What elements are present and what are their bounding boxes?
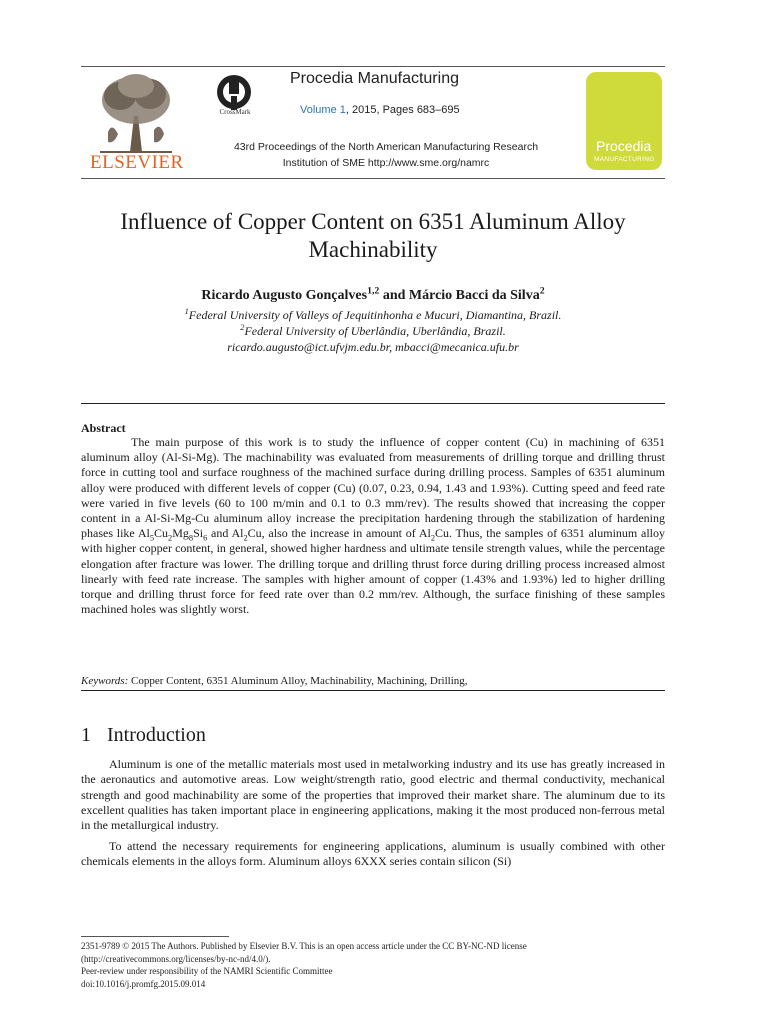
elsevier-tree-logo (90, 72, 180, 154)
affiliation-2-text: Federal University of Uberlândia, Uberlândia, Brazil. (244, 324, 506, 338)
affiliation-2 (81, 323, 665, 339)
volume-line (300, 104, 460, 116)
abstract-body (81, 435, 665, 617)
abstract-part-2: and (207, 526, 232, 541)
author-2-affil: 2 (539, 285, 545, 297)
keywords-list: Copper Content, 6351 Aluminum Alloy, Machinability, Machining, Drilling, (128, 675, 468, 687)
paper-title (81, 208, 665, 264)
title-line-2: Machinability (308, 237, 438, 262)
affiliation-1-text: Federal University of Valleys of Jequitinhonha e Mucuri, Diamantina, Brazil. (188, 308, 562, 322)
author-emails[interactable]: ricardo.augusto@ict.ufvjm.edu.br, mbacci@mecanica.ufu.br (227, 340, 519, 354)
section-number: 1 (81, 724, 91, 746)
footer-license: 2351-9789 © 2015 The Authors. Published by Elsevier B.V. This is an open access article under the CC BY-NC-ND license (81, 941, 527, 951)
footer-doi[interactable]: doi:10.1016/j.promfg.2015.09.014 (81, 978, 206, 989)
proceedings-line-1: 43rd Proceedings of the North American Manufacturing Research (233, 141, 539, 153)
formula-al2cu-2: $Al_2Cu$ (418, 526, 450, 543)
crossmark-label: CrossMark (219, 108, 251, 116)
abstract-part-1: The main purpose of this work is to study the influence of copper content (Cu) in machining of 6351 aluminum alloy (Al-Si-Mg). The machinability was evaluated from measurements of drilling torque and drilling thrust force in cutting tool and surface roughness of the machined surface during drilling process. Samples of 6351 aluminum alloy were produced with different levels of copper (Cu) (0.07, 0.23, 0.94, 1.43 and 1.93%). Cutting speed and feed rate were varied in five levels (60 to 100 m/min and 0.1 to 0.3 mm/rev). The results showed that increasing the copper content in a Al-Si-Mg-Cu aluminum alloy increase the precipitation hardening through the stabilization of hardening phases like (81, 435, 665, 541)
author-list (81, 285, 665, 304)
footer-license-url[interactable]: (http://creativecommons.org/licenses/by-nc-nd/4.0/). (81, 953, 271, 964)
header-top-rule (81, 66, 665, 67)
author-1: Ricardo Augusto Gonçalves (201, 288, 368, 303)
author-2: Márcio Bacci da Silva (408, 288, 540, 303)
abstract-top-rule (81, 403, 665, 404)
procedia-logo-word: Procedia (596, 138, 652, 154)
keywords-label: Keywords: (81, 675, 129, 687)
abstract-bottom-rule (81, 690, 665, 691)
formula-al5cu2mg8si6: $Al_5Cu_2Mg_8Si_6$ (137, 526, 208, 543)
journal-name: Procedia Manufacturing (290, 70, 459, 87)
proceedings-line-2: Institution of SME http://www.sme.org/namrc (282, 157, 490, 169)
copyright-footer (81, 940, 665, 990)
elsevier-wordmark: ELSEVIER (90, 152, 184, 173)
section-title: Introduction (107, 724, 206, 746)
abstract-heading: Abstract (81, 421, 126, 435)
procedia-logo-sub: MANUFACTURING (594, 156, 655, 163)
intro-paragraph-1: Aluminum is one of the metallic materials most used in metalworking industry and its use has greatly increased in the aeronautics and automotive areas. Low weight/strength ratio, good electric and thermal conductivity, mechanical strength and good machinability are some of the properties that improved their market share. The aluminum due to its excellent qualities has taken important place in engineering applications, making it the most produced non-ferrous metal in the metallurgical industry. (81, 757, 665, 833)
volume-link[interactable]: Volume 1 (300, 104, 346, 116)
footer-peer-review: Peer-review under responsibility of the NAMRI Scientific Committee (81, 966, 333, 977)
author-1-affil: 1,2 (367, 285, 380, 297)
intro-paragraph-2: To attend the necessary requirements for engineering applications, aluminum is usually combined with other chemicals elements in the alloys form. Aluminum alloys 6XXX series contain silicon (Si) (81, 839, 665, 869)
formula-al2cu-1: $Al_2Cu$ (231, 526, 262, 543)
volume-pages: , 2015, Pages 683–695 (345, 104, 460, 116)
footer-rule (81, 936, 229, 937)
title-line-1: Influence of Copper Content on 6351 Aluminum Alloy (120, 209, 626, 234)
abstract-part-4: . Thus, the samples of 6351 aluminum alloy with higher copper content, in general, showed higher hardness and ultimate tensile strength values, while the percentage elongation after fracture was lower. The drilling torque and drilling thrust force during drilling process increased almost linearly with feed rate increase. The samples with higher amount of copper (1.43% and 1.93%) led to higher drilling torque and drilling thrust force for feed rate over than 0.2 mm/rev. Although, the surface finishing of these samples machined holes was slightly worst. (81, 526, 665, 617)
affiliation-2-mark: 2 (240, 323, 245, 332)
keywords-line (81, 675, 665, 687)
author-and: and (379, 288, 409, 303)
header-bottom-rule (81, 178, 665, 179)
affiliation-1-mark: 1 (184, 307, 189, 316)
affiliation-1 (81, 307, 665, 323)
section-heading-introduction (81, 724, 206, 747)
abstract-part-3: , also the increase in amount of (261, 526, 419, 541)
